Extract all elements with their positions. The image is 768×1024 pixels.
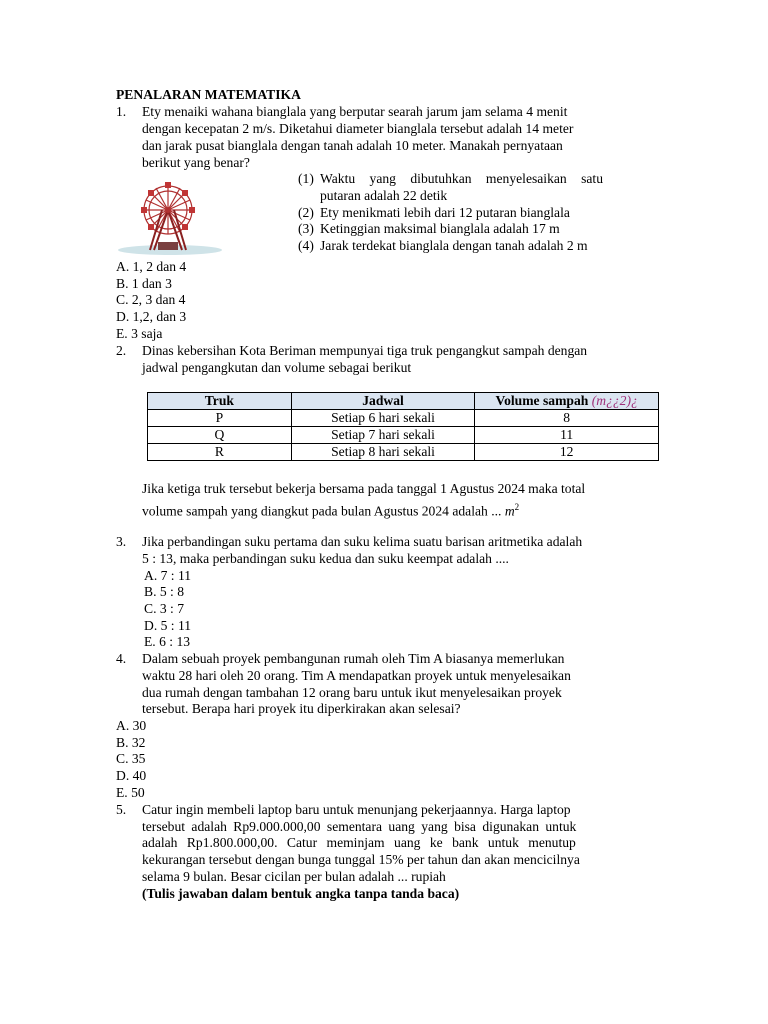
table-cell: 11 <box>475 427 659 444</box>
q3-line2: 5 : 13, maka perbandingan suku kedua dan suku keempat adalah .... <box>142 551 509 566</box>
q4-option-b[interactable]: B. 32 <box>116 735 146 750</box>
q1-statement-1-cont: putaran adalah 22 detik <box>320 188 448 203</box>
table-header-truk: Truk <box>148 393 292 410</box>
q4-line2: waktu 28 hari oleh 20 orang. Tim A mendapatkan proyek untuk menyelesaikan <box>142 668 571 683</box>
q4-line1: Dalam sebuah proyek pembangunan rumah oleh Tim A biasanya memerlukan <box>142 651 565 666</box>
q4-option-c[interactable]: C. 35 <box>116 751 146 766</box>
table-header-volume: Volume sampah (m¿¿2)¿ <box>475 393 659 410</box>
q1-statement-1: (1) Waktu yang dibutuhkan menyelesaikan satu <box>298 171 603 186</box>
q3-line1: Jika perbandingan suku pertama dan suku kelima suatu barisan aritmetika adalah <box>142 534 583 549</box>
table-row <box>148 444 659 461</box>
q1-option-a[interactable]: A. 1, 2 dan 4 <box>116 259 187 274</box>
q1-statement-2: (2) Ety menikmati lebih dari 12 putaran bianglala <box>298 205 570 220</box>
q5-line4: kekurangan tersebut dengan bunga tunggal 15% per tahun dan akan mencicilnya <box>142 852 580 867</box>
table-cell: 8 <box>475 410 659 427</box>
q5-line1: Catur ingin membeli laptop baru untuk menunjang pekerjaannya. Harga laptop <box>142 802 571 817</box>
q5-line3: adalah Rp1.800.000,00. Catur meminjam uang ke bank untuk menutup <box>142 835 576 850</box>
table-cell: Setiap 8 hari sekali <box>291 444 475 461</box>
q5-number: 5. <box>116 802 127 817</box>
q1-option-d[interactable]: D. 1,2, dan 3 <box>116 309 187 324</box>
q2-line2: jadwal pengangkutan dan volume sebagai berikut <box>142 360 412 375</box>
table-row <box>148 427 659 444</box>
q4-line4: tersebut. Berapa hari proyek itu diperkirakan akan selesai? <box>142 701 461 716</box>
table-cell: Setiap 7 hari sekali <box>291 427 475 444</box>
q1-option-b[interactable]: B. 1 dan 3 <box>116 276 172 291</box>
table-cell: Q <box>148 427 292 444</box>
q1-option-e[interactable]: E. 3 saja <box>116 326 163 341</box>
q4-option-a[interactable]: A. 30 <box>116 718 147 733</box>
q1-number: 1. <box>116 104 127 119</box>
ferris-wheel-illustration <box>118 178 226 256</box>
q2-after-line1: Jika ketiga truk tersebut bekerja bersama pada tanggal 1 Agustus 2024 maka total <box>142 481 586 496</box>
q3-option-c[interactable]: C. 3 : 7 <box>144 601 185 616</box>
truck-schedule-table <box>147 392 659 461</box>
table-cell: P <box>148 410 292 427</box>
q3-option-a[interactable]: A. 7 : 11 <box>144 568 192 583</box>
q4-option-d[interactable]: D. 40 <box>116 768 147 783</box>
q3-number: 3. <box>116 534 127 549</box>
q3-option-d[interactable]: D. 5 : 11 <box>144 618 192 633</box>
q4-number: 4. <box>116 651 127 666</box>
table-header-jadwal: Jadwal <box>291 393 475 410</box>
q3-option-b[interactable]: B. 5 : 8 <box>144 584 185 599</box>
q1-statement-4: (4) Jarak terdekat bianglala dengan tanah adalah 2 m <box>298 238 588 253</box>
q2-after-line2: volume sampah yang diangkut pada bulan Agustus 2024 adalah ... $m^2$ <box>142 502 520 519</box>
q5-line5: selama 9 bulan. Besar cicilan per bulan adalah ... rupiah <box>142 869 446 884</box>
volume-unit: (m¿¿2)¿ <box>591 393 638 408</box>
table-cell: R <box>148 444 292 461</box>
q2-number: 2. <box>116 343 127 358</box>
table-cell: Setiap 6 hari sekali <box>291 410 475 427</box>
q1-line1: Ety menaiki wahana bianglala yang berputar searah jarum jam selama 4 menit <box>142 104 568 119</box>
table-cell: 12 <box>475 444 659 461</box>
q1-line4: berikut yang benar? <box>142 155 250 170</box>
q1-option-c[interactable]: C. 2, 3 dan 4 <box>116 292 186 307</box>
q5-answer-note: (Tulis jawaban dalam bentuk angka tanpa tanda baca) <box>142 886 460 901</box>
q3-option-e[interactable]: E. 6 : 13 <box>144 634 191 649</box>
q4-line3: dua rumah dengan tambahan 12 orang baru untuk ikut menyelesaikan proyek <box>142 685 562 700</box>
q1-line3: dan jarak pusat bianglala dengan tanah adalah 10 meter. Manakah pernyataan <box>142 138 563 153</box>
q2-line1: Dinas kebersihan Kota Beriman mempunyai tiga truk pengangkut sampah dengan <box>142 343 588 358</box>
table-row <box>148 410 659 427</box>
q5-line2: tersebut adalah Rp9.000.000,00 sementara uang yang bisa digunakan untuk <box>142 819 577 834</box>
table-header-row <box>148 393 659 410</box>
q1-line2: dengan kecepatan 2 m/s. Diketahui diameter bianglala tersebut adalah 14 meter <box>142 121 574 136</box>
q1-statement-3: (3) Ketinggian maksimal bianglala adalah 17 m <box>298 221 560 236</box>
q4-option-e[interactable]: E. 50 <box>116 785 145 800</box>
page-title: PENALARAN MATEMATIKA <box>116 87 301 102</box>
